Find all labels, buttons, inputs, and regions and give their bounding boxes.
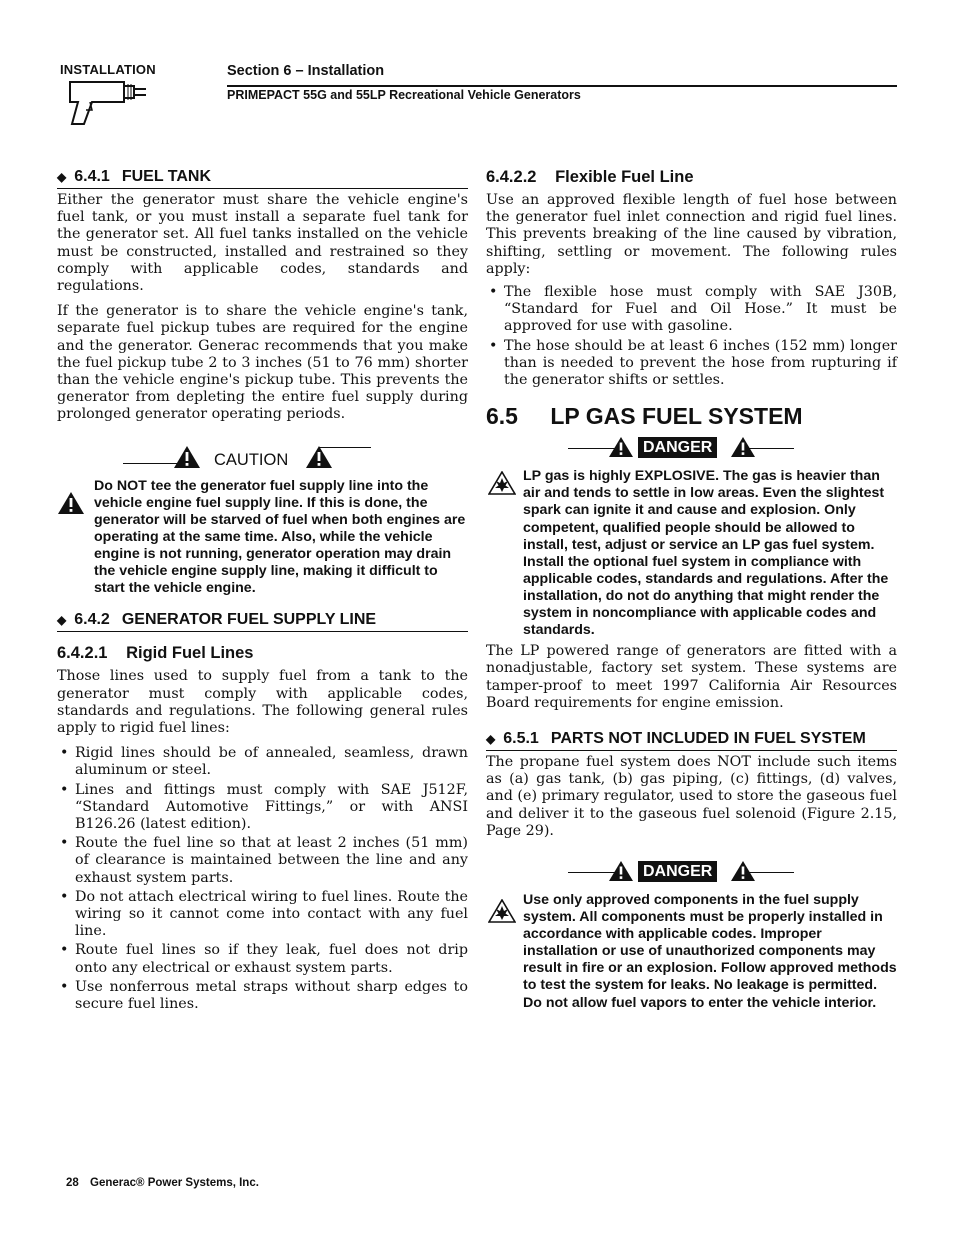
list-item: • Route the fuel line so that at least 2 inches (51 mm) of clearance is maintained between the line and any exhaust system parts. [57,835,468,887]
danger-rule-right [748,448,794,449]
parts-body: The propane fuel system does NOT include such items as (a) gas tank, (b) gas piping, (c) fittings, (d) valves, and (e) primary regulator, used to store the gaseous fuel and deliver it to the gaseous fuel solenoid (Figure 2.15, Page 29). [486,753,897,839]
lp-body: The LP powered range of generators are fitted with a nonadjustable, factory set system. These systems are tamper-proof to meet 1997 California Air Resources Board requirements for engine emission. [486,643,897,711]
list-item: • Route fuel lines so if they leak, fuel does not drip onto any electrical or exhaust system parts. [57,942,468,976]
fuel-tank-paragraph-2: If the generator is to share the vehicle engine's tank, separate fuel pickup tubes are required for the engine and the generator. Generac recommends that you make the fuel pickup tube 2 to 3 inches (51 to 76 mm) shorter than the vehicle engine's pickup tube. This prevents the generator from depleting the entire fuel supply during prolonged generator operating periods. [57,303,468,423]
heading-parts-not-included: ◆ 6.5.1 PARTS NOT INCLUDED IN FUEL SYSTEM [486,730,897,751]
list-item: • Do not attach electrical wiring to fuel lines. Route the wiring so it cannot come into contact with any fuel line. [57,889,468,941]
danger-rule-right [748,872,794,873]
company-name: Generac® Power Systems, Inc. [90,1177,259,1189]
explosion-hazard-icon [488,471,516,495]
diamond-icon: ◆ [57,613,67,628]
warning-triangle-icon [305,445,333,469]
heading-generator-fuel-supply-line: ◆ 6.4.2 GENERATOR FUEL SUPPLY LINE [57,611,468,632]
drill-icon [62,76,152,128]
warning-triangle-icon [57,491,85,515]
warning-triangle-icon [608,436,634,458]
right-column [486,168,897,1012]
rigid-intro: Those lines used to supply fuel from a tank to the generator must comply with applicable codes, standards and regulations. The following general rules apply to rigid fuel lines: [57,668,468,736]
warning-triangle-icon [730,436,756,458]
page-number: 28 [66,1177,79,1189]
list-item: • Use nonferrous metal straps without sharp edges to secure fuel lines. [57,979,468,1013]
lp-danger-message [486,468,897,639]
danger-label: DANGER [638,861,717,882]
fuel-tank-paragraph-1: Either the generator must share the vehicle engine's fuel tank, or you must install a separate fuel tank for the generator set. All fuel tanks installed on the vehicle must be constructed, installed and restrained so they comply with applicable codes, standards and regulations. [57,192,468,295]
flexible-intro: Use an approved flexible length of fuel hose between the generator fuel inlet connection and rigid fuel lines. This prevents breaking of the line caused by vibration, shifting, settling or movement. The following rules apply: [486,192,897,277]
logo-label: INSTALLATION [60,62,156,77]
rigid-rules-list [57,745,468,1013]
left-column [57,168,468,1015]
explosion-hazard-icon [488,899,516,923]
caution-text: Do NOT tee the generator fuel supply line into the vehicle engine fuel supply line. If this is done, the generator will be starved of fuel when both engines are operating at the same time. Also, while the vehicle engine is not running, generator operation may drain the vehicle engine supply line, making it difficult to start the vehicle engine. [94,477,466,597]
warning-triangle-icon [173,445,201,469]
flexible-rules-list [486,284,897,389]
page-footer [66,1177,259,1189]
caution-rule-right [319,447,371,448]
diamond-icon: ◆ [57,170,67,184]
danger-signal [486,434,897,464]
caution-message [57,478,468,598]
heading-flexible-fuel-line: 6.4.2.2 Flexible Fuel Line [486,168,694,186]
installation-logo [58,62,168,130]
header-rule [227,85,897,87]
warning-triangle-icon [730,860,756,882]
diamond-icon: ◆ [486,731,496,746]
heading-rigid-fuel-lines: 6.4.2.1 Rigid Fuel Lines [57,644,254,663]
danger-signal [486,858,897,888]
caution-signal [57,444,468,474]
caution-label: CAUTION [214,450,289,469]
heading-lp-gas-fuel-system: 6.5 LP GAS FUEL SYSTEM [486,403,803,430]
warning-triangle-icon [608,860,634,882]
document-subtitle: PRIMEPACT 55G and 55LP Recreational Vehicle Generators [227,88,581,102]
list-item: • Lines and fittings must comply with SAE J512F, “Standard Automotive Fittings,” or with ANSI B126.26 (latest edition). [57,782,468,834]
list-item: • Rigid lines should be of annealed, seamless, drawn aluminum or steel. [57,745,468,779]
list-item: • The hose should be at least 6 inches (152 mm) longer than is needed to prevent the hose from rupturing if the generator shifts or settles. [486,338,897,390]
section-title: Section 6 – Installation [227,63,385,79]
danger-label: DANGER [638,437,717,458]
list-item: • The flexible hose must comply with SAE J30B, “Standard for Fuel and Oil Hose.” It must be approved for use with gasoline. [486,284,897,336]
parts-danger-text: Use only approved components in the fuel supply system. All components must be properly installed in accordance with applicable codes. Improper installation or use of unauthorized components may result in fire or an explosion. Follow approved methods to test the system for leaks. No leakage is permitted. Do not allow fuel vapors to enter the vehicle interior. [523,892,897,1011]
lp-danger-text: LP gas is highly EXPLOSIVE. The gas is heavier than air and tends to settle in low areas. Even the slightest spark can ignite it and cause and explosion. Only competent, qualified people should be allowed to install, test, adjust or service an LP gas fuel system. Install the optional fuel system in compliance with applicable codes, standards and regulations. After the installation, do not do anything that might render the system in noncompliance with applicable codes and standards. [523,468,889,639]
heading-fuel-tank: ◆ 6.4.1 FUEL TANK [57,168,468,189]
parts-danger-message [486,892,897,1012]
